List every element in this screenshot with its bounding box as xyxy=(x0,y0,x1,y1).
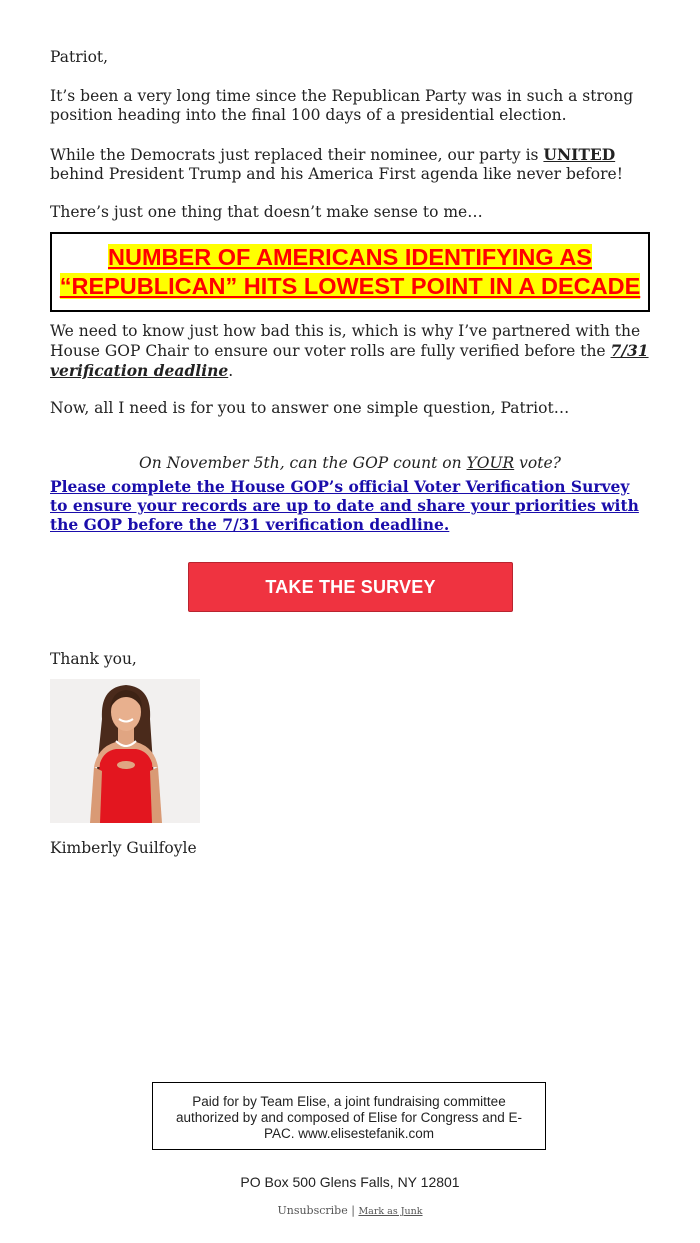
portrait-photo xyxy=(50,679,200,823)
question-line xyxy=(50,454,650,473)
paragraph-intro: It’s been a very long time since the Republican Party was in such a strong position heading into the final 100 days of a presidential election. xyxy=(50,87,634,124)
question-start: On November 5th, can the GOP count on xyxy=(139,453,467,472)
paragraph-partnered-start: We need to know just how bad this is, which is why I’ve partnered with the House GOP Chair to ensure our voter rolls are fully verified before the xyxy=(50,322,641,360)
question-emphasis: YOUR xyxy=(466,453,515,472)
headline-line-2: “REPUBLICAN” HITS LOWEST POINT IN A DECADE xyxy=(59,273,641,299)
deadline-emphasis: 7/31 verification deadline xyxy=(50,341,649,380)
paid-for-disclaimer: Paid for by Team Elise, a joint fundraising committee authorized by and composed of Elise for Congress and E-PAC. www.elisestefanik.com xyxy=(152,1082,546,1150)
signoff: Thank you, xyxy=(50,650,137,668)
paragraph-doubt: There’s just one thing that doesn’t make sense to me… xyxy=(50,203,483,221)
paragraph-question-intro: Now, all I need is for you to answer one simple question, Patriot… xyxy=(50,399,570,417)
question-end: vote? xyxy=(514,453,561,472)
unsubscribe-row xyxy=(0,1204,700,1217)
survey-link[interactable]: Please complete the House GOP’s official Voter Verification Survey to ensure your records are up to date and share your priorities with the GOP before the 7/31 verification deadline. xyxy=(50,477,639,534)
paragraph-united xyxy=(50,145,650,184)
link-separator: | xyxy=(351,1204,355,1217)
paragraph-united-end: behind President Trump and his America First agenda like never before! xyxy=(50,165,623,183)
portrait-illustration xyxy=(50,679,200,823)
paragraph-partnered-end: . xyxy=(228,362,234,380)
paragraph-partnered xyxy=(50,322,650,381)
mailing-address: PO Box 500 Glens Falls, NY 12801 xyxy=(240,1174,460,1190)
unsubscribe-link[interactable]: Unsubscribe xyxy=(277,1204,348,1217)
united-emphasis: UNITED xyxy=(543,145,616,164)
take-survey-button[interactable]: TAKE THE SURVEY xyxy=(188,562,513,612)
paragraph-united-start: While the Democrats just replaced their nominee, our party is xyxy=(50,146,544,164)
headline-line-1: NUMBER OF AMERICANS IDENTIFYING AS xyxy=(108,244,592,270)
headline-box xyxy=(50,232,650,312)
mark-as-junk-link[interactable]: Mark as Junk xyxy=(358,1206,423,1217)
signature: Kimberly Guilfoyle xyxy=(50,839,197,857)
greeting: Patriot, xyxy=(50,48,109,66)
